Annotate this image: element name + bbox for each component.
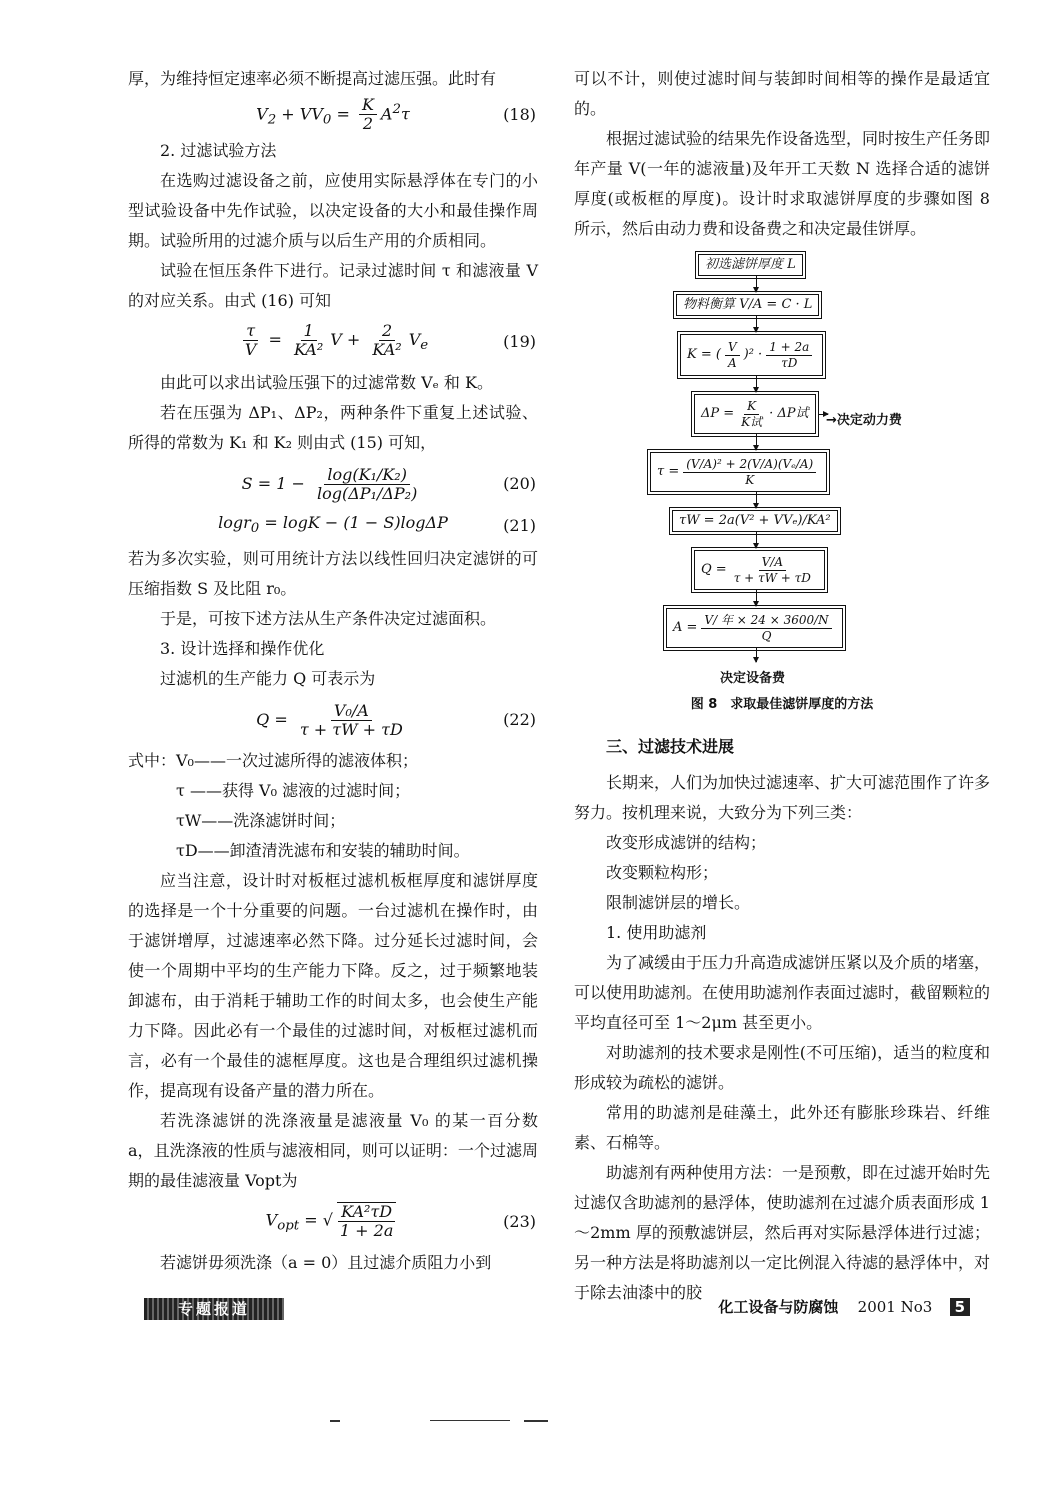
- equation-number: (22): [503, 710, 536, 729]
- paragraph: 常用的助滤剂是硅藻土，此外还有膨胀珍珠岩、纤维素、石棉等。: [574, 1103, 990, 1152]
- issue-number: 2001 No3: [857, 1298, 933, 1316]
- equation-number: (20): [503, 474, 536, 493]
- scan-artifact: [430, 1420, 510, 1421]
- page-footer: [128, 1296, 990, 1326]
- paragraph: 根据过滤试验的结果先作设备选型，同时按生产任务即年产量 V(一年的滤液量)及年开工天数 N 选择合适的滤饼厚度(或板框的厚度)。设计时求取滤饼厚度的步骤如图 8 所示，然后由动力费和设备费之和决定最佳饼厚。: [574, 129, 991, 238]
- list-item: 改变形成滤饼的结构；: [606, 833, 767, 852]
- left-column: [128, 64, 538, 1278]
- equation-20: S = 1 − $\frac{\text{log(K₁/K₂)}}{\text{log(ΔP₁/ΔP₂)}}$ (20): [241, 464, 536, 503]
- paragraph: 对助滤剂的技术要求是刚性(不可压缩)，适当的粒度和形成较为疏松的滤饼。: [574, 1043, 990, 1092]
- symbol-definition: 式中：V₀——一次过滤所得的滤液体积；: [128, 751, 418, 770]
- paragraph: 于是，可按下述方法从生产条件决定过滤面积。: [160, 609, 497, 628]
- paragraph: 为了减缓由于压力升高造成滤饼压紧以及介质的堵塞，可以使用助滤剂。在使用助滤剂作表面过滤时，截留颗粒的平均直径可至 1～2μm 甚至更小。: [574, 953, 991, 1032]
- equation-22: Q = $\frac{\text{V₀/A}}{\tau + \tau W + \tau D}$ (22): [256, 700, 536, 739]
- paragraph: 若为多次实验，则可用统计方法以线性回归决定滤饼的可压缩指数 S 及比阻 r₀。: [128, 549, 538, 598]
- symbol-definition: τD——卸渣清洗滤布和安装的辅助时间。: [176, 841, 470, 860]
- paragraph: 应当注意，设计时对板框过滤机板框厚度和滤饼厚度的选择是一个十分重要的问题。一台过滤机在操作时，由于滤饼增厚，过滤速率必然下降。过分延长过滤时间，会使一个周期中平均的生产能力下降。反之，过于频繁地装卸滤布，由于消耗于辅助工作的时间太多，也会使生产能力下降。因此必有一个最佳的过滤时间，对板框过滤机而言，必有一个最佳的滤框厚度。这也是合理组织过滤机操作，提高现有设备产量的潜力所在。: [128, 871, 538, 1100]
- right-column: [574, 64, 990, 1308]
- paragraph: 试验在恒压条件下进行。记录过滤时间 τ 和滤液量 V 的对应关系。由式 (16) 可知: [128, 261, 538, 310]
- flow-box-k-formula: K = ( $\frac{V}{A}$ )² · $\frac{1 + 2a}{\tau D}$: [680, 334, 823, 376]
- section-heading: 1. 使用助滤剂: [606, 923, 707, 942]
- flow-arrow: [756, 590, 757, 606]
- scan-artifact: [330, 1420, 340, 1422]
- journal-info: [718, 1296, 970, 1317]
- equation-19: $\frac{\tau}{V}$ = $\frac{1}{\text{KA²}}$ V + $\frac{2}{\text{KA²}}$ $V_e$ (19): [244, 321, 536, 360]
- equation-number: (21): [503, 516, 536, 535]
- flow-arrow: [756, 316, 757, 332]
- list-item: 改变颗粒构形；: [606, 863, 719, 882]
- flow-arrow: [756, 376, 757, 392]
- scan-artifact: [524, 1420, 548, 1422]
- flow-arrow: [756, 276, 757, 292]
- flow-box-pressure: ΔP = $\frac{K}{\text{K试}}$ · ΔP试: [694, 394, 816, 434]
- flow-box-mass-balance: 物料衡算 V/A = C · L: [676, 294, 819, 316]
- equation-number: (19): [503, 332, 536, 351]
- power-cost-label: →决定动力费: [826, 413, 902, 428]
- paragraph: 厚，为维持恒定速率必须不断提高过滤压强。此时有: [128, 69, 497, 88]
- equation-number: (23): [503, 1212, 536, 1231]
- paragraph: 由此可以求出试验压强下的过滤常数 Vₑ 和 K。: [160, 373, 493, 392]
- flowchart: [574, 254, 990, 724]
- equation-21: logr$_0$ = logK − (1 − S)logΔP (21): [128, 510, 538, 542]
- paragraph: 若在压强为 ΔP₁、ΔP₂，两种条件下重复上述试验、所得的常数为 K₁ 和 K₂ 则由式 (15) 可知，: [128, 403, 538, 452]
- page-number: 5: [950, 1298, 970, 1316]
- equipment-cost-label: 决定设备费: [720, 671, 786, 686]
- equation-18: $V_2 + VV_0$ = $\frac{K}{2}$ $A^2\tau$ (18): [256, 95, 536, 134]
- figure-caption: 图 8 求取最佳滤饼厚度的方法: [690, 697, 874, 712]
- paragraph: 若洗涤滤饼的洗涤液量是滤液量 V₀ 的某一百分数 a，且洗涤液的性质与滤液相同，则可以证明：一个过滤周期的最佳滤液量 Vopt为: [128, 1111, 538, 1190]
- section-heading: 2. 过滤试验方法: [160, 141, 277, 160]
- section-heading: 3. 设计选择和操作优化: [160, 639, 325, 658]
- flow-arrow: [756, 532, 757, 548]
- symbol-definition: τW——洗涤滤饼时间；: [176, 811, 346, 830]
- flow-box-capacity: Q = $\frac{V/A}{\tau + \tau W + \tau D}$: [694, 550, 825, 590]
- paragraph: 助滤剂有两种使用方法：一是预敷，即在过滤开始时先过滤仅含助滤剂的悬浮体，使助滤剂在过滤介质表面形成 1～2mm 厚的预敷滤饼层，然后再对实际悬浮体进行过滤；另一种方法是将助滤剂以一定比例混入待滤的悬浮体中，对于除去油漆中的胶: [574, 1163, 991, 1302]
- flow-arrow: [756, 492, 757, 508]
- paragraph: 若滤饼毋须洗涤（a = 0）且过滤介质阻力小到: [160, 1253, 492, 1272]
- flow-box-tau-wash: τW = 2a(V² + VVₑ)/KA²: [672, 510, 838, 532]
- equation-number: (18): [503, 105, 536, 124]
- paragraph: 在选购过滤设备之前，应使用实际悬浮体在专门的小型试验设备中先作试验，以决定设备的大小和最佳操作周期。试验所用的过滤介质与以后生产用的介质相同。: [128, 171, 538, 250]
- symbol-definition: τ ——获得 V₀ 滤液的过滤时间；: [176, 781, 411, 800]
- list-item: 限制滤饼层的增长。: [606, 893, 751, 912]
- paragraph: 过滤机的生产能力 Q 可表示为: [160, 669, 376, 688]
- paragraph: 长期来，人们为加快过滤速率、扩大可滤范围作了许多努力。按机理来说，大致分为下列三类：: [574, 773, 991, 822]
- flow-arrow: [756, 434, 757, 450]
- flow-box-tau: τ = $\frac{\text{(V/A)² + 2(V/A)(Vₑ/A)}}{K}$: [650, 452, 827, 492]
- equation-23: $V_{opt}$ = √ $\frac{\text{KA²τD}}{1 + 2a}$ (23): [265, 1202, 536, 1241]
- paragraph: 可以不计，则使过滤时间与装卸时间相等的操作是最适宜的。: [574, 69, 990, 118]
- journal-title: 化工设备与防腐蚀: [718, 1298, 839, 1316]
- flow-box-area: A = $\frac{\text{V/ 年 × 24 × 3600/N}}{Q}$: [666, 608, 843, 648]
- section-banner: 专题报道: [144, 1298, 284, 1320]
- section-heading: 三、过滤技术进展: [606, 737, 735, 756]
- flow-box-initial-thickness: 初选滤饼厚度 L: [698, 254, 803, 276]
- flow-arrow: [756, 648, 757, 662]
